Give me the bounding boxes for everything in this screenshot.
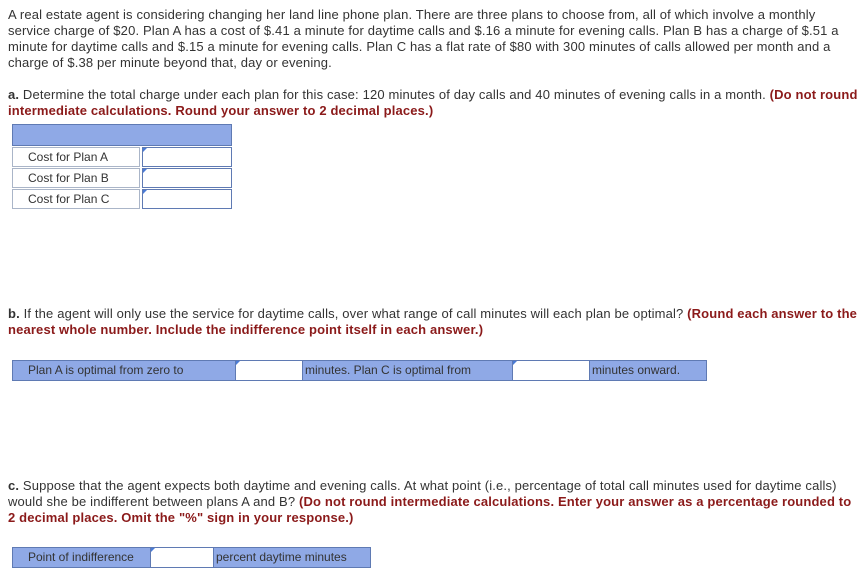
plan-a-cost-cell bbox=[142, 147, 232, 167]
flag-icon bbox=[143, 169, 147, 173]
part-b-answer-row bbox=[12, 360, 707, 381]
table-row bbox=[12, 189, 232, 209]
part-b-question-text: If the agent will only use the service for daytime calls, over what range of call minutes will each plan be optimal? bbox=[19, 306, 684, 321]
flag-icon bbox=[236, 361, 240, 365]
part-b-instruction: (Round each answer to the nearest whole number. Include the indifference point itself in each answer.) bbox=[8, 306, 858, 337]
indifference-point-cell bbox=[150, 548, 214, 567]
part-b-label: b. bbox=[8, 306, 20, 321]
problem-intro bbox=[8, 7, 858, 71]
plan-c-range-cell bbox=[512, 361, 590, 380]
table-row bbox=[12, 147, 232, 167]
plan-c-min-minutes-input[interactable] bbox=[513, 361, 589, 380]
plan-c-range-text: minutes. Plan C is optimal from bbox=[305, 363, 472, 377]
part-c-question bbox=[8, 478, 858, 526]
part-b-question bbox=[8, 306, 858, 338]
plan-b-cost-input[interactable] bbox=[143, 169, 231, 187]
indifference-point-input[interactable] bbox=[151, 548, 213, 567]
plan-a-max-minutes-input[interactable] bbox=[236, 361, 302, 380]
part-c-label: c. bbox=[8, 478, 20, 493]
part-a-table-header bbox=[12, 124, 232, 146]
onward-text: minutes onward. bbox=[592, 363, 681, 377]
intro-text: A real estate agent is considering changing her land line phone plan. There are three plans to choose from, all of which involve a monthly service charge of $20. Plan A has a cost of $.41 a minute for daytime calls and $.16 a minute for evening calls. Plan B has a charge of $.51 a minute for daytime calls and $.15 a minute for evening calls. Plan C has a flat rate of $80 with 300 minutes of calls allowed per month and a charge of $.38 per minute beyond that, day or evening. bbox=[8, 7, 839, 70]
part-c-instruction: (Do not round intermediate calculations. Enter your answer as a percentage rounded to 2 decimal places. Omit the "%" sign in your response.) bbox=[8, 494, 852, 525]
part-c-question-text: Suppose that the agent expects both daytime and evening calls. At what point (i.e., percentage of total call minutes used for daytime calls) would she be indifferent between plans A and B? bbox=[8, 478, 837, 509]
flag-icon bbox=[143, 190, 147, 194]
table-row bbox=[12, 168, 232, 188]
plan-b-cost-cell bbox=[142, 168, 232, 188]
plan-b-cost-label: Cost for Plan B bbox=[12, 168, 140, 188]
part-c-answer-row bbox=[12, 547, 371, 568]
flag-icon bbox=[143, 148, 147, 152]
part-a-instruction: (Do not round intermediate calculations. Round your answer to 2 decimal places.) bbox=[8, 87, 858, 118]
percent-daytime-text: percent daytime minutes bbox=[216, 550, 347, 564]
part-a-question-text: Determine the total charge under each plan for this case: 120 minutes of day calls and 40 minutes of evening calls in a month. bbox=[19, 87, 766, 102]
part-a-table bbox=[12, 124, 232, 209]
plan-a-cost-input[interactable] bbox=[143, 148, 231, 166]
flag-icon bbox=[151, 548, 155, 552]
plan-c-cost-cell bbox=[142, 189, 232, 209]
part-a-label: a. bbox=[8, 87, 20, 102]
plan-c-cost-label: Cost for Plan C bbox=[12, 189, 140, 209]
flag-icon bbox=[513, 361, 517, 365]
indifference-point-text: Point of indifference bbox=[28, 550, 134, 564]
plan-a-cost-label: Cost for Plan A bbox=[12, 147, 140, 167]
plan-c-cost-input[interactable] bbox=[143, 190, 231, 208]
plan-a-range-text: Plan A is optimal from zero to bbox=[28, 363, 184, 377]
part-a-question bbox=[8, 87, 858, 119]
plan-a-range-cell bbox=[235, 361, 303, 380]
